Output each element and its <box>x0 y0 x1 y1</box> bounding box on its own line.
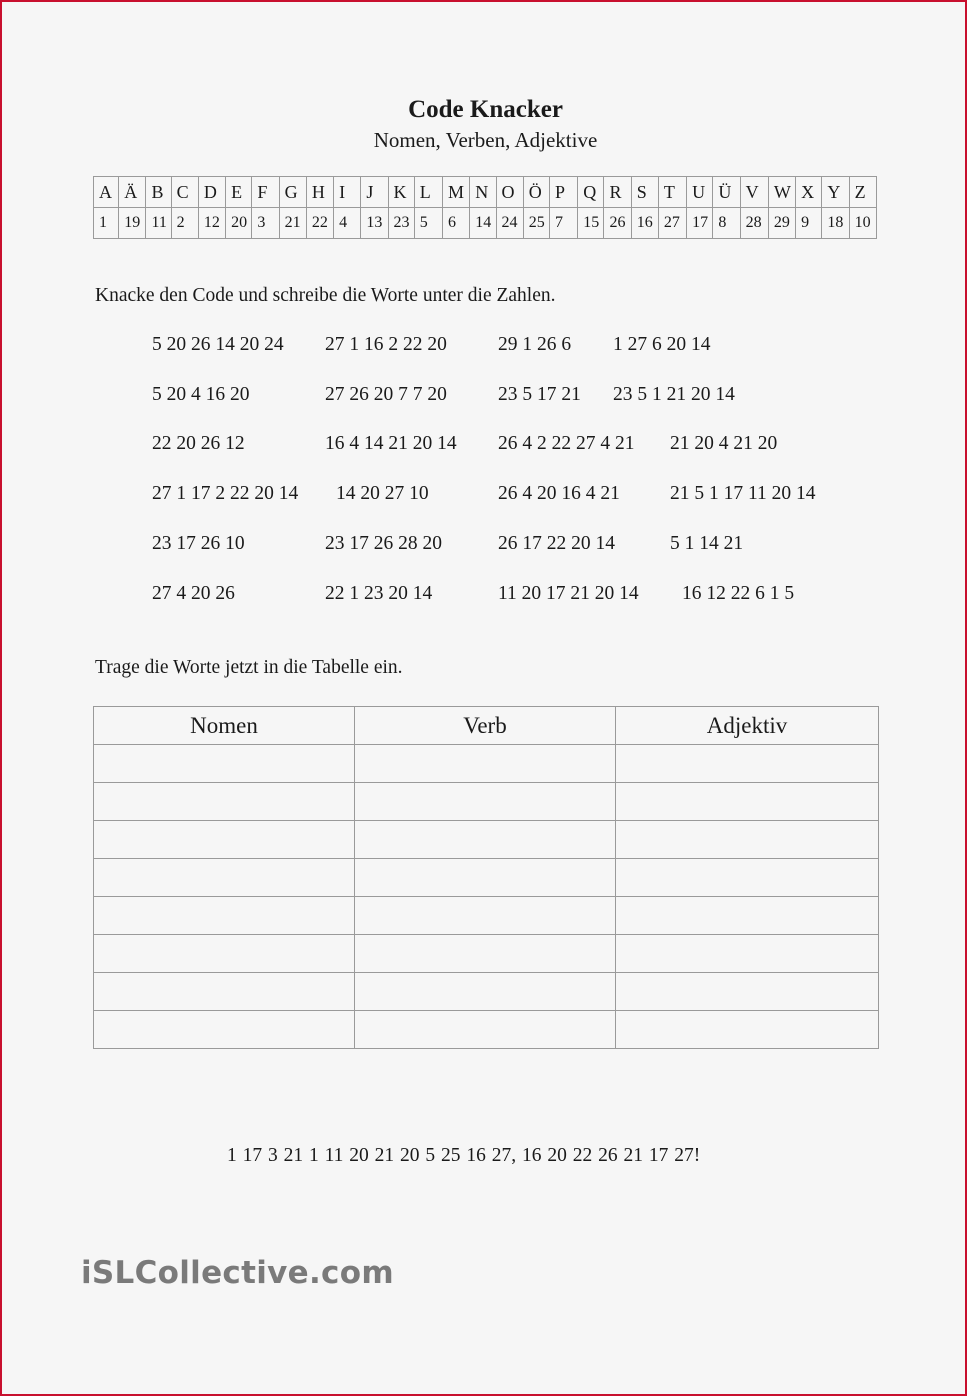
code-letter-cell: F <box>252 177 279 208</box>
code-letter-cell: I <box>334 177 361 208</box>
code-letter-cell: M <box>443 177 470 208</box>
code-number-cell: 8 <box>713 208 740 239</box>
code-word: 23 17 26 10 <box>152 532 245 554</box>
answer-cell[interactable] <box>94 897 355 935</box>
worksheet-title: Code Knacker <box>408 96 563 123</box>
code-word: 21 5 1 17 11 20 14 <box>670 483 816 505</box>
word-table-row <box>94 1011 879 1049</box>
answer-cell[interactable] <box>94 783 355 821</box>
answer-cell[interactable] <box>355 821 616 859</box>
code-word: 27 1 17 2 22 20 14 <box>152 483 299 505</box>
word-table-row <box>94 935 879 973</box>
code-word: 27 4 20 26 <box>152 582 235 604</box>
code-word: 1 27 6 20 14 <box>613 334 711 355</box>
code-word: 11 20 17 21 20 14 <box>498 582 639 604</box>
code-number-cell: 28 <box>740 208 768 239</box>
code-number-cell: 16 <box>631 208 658 239</box>
answer-cell[interactable] <box>355 935 616 973</box>
answer-cell[interactable] <box>616 821 879 859</box>
answer-cell[interactable] <box>355 745 616 783</box>
code-letter-cell: G <box>279 177 306 208</box>
word-table-row <box>94 745 879 783</box>
code-number-cell: 10 <box>849 208 876 239</box>
header-verb: Verb <box>355 707 616 745</box>
code-word: 26 4 20 16 4 21 <box>498 483 620 505</box>
code-number-cell: 21 <box>279 208 306 239</box>
answer-cell[interactable] <box>355 973 616 1011</box>
code-word: 29 1 26 6 <box>498 334 572 355</box>
code-number-cell: 12 <box>198 208 225 239</box>
code-word: 23 5 1 21 20 14 <box>613 383 735 405</box>
answer-cell[interactable] <box>355 1011 616 1049</box>
answer-cell[interactable] <box>616 1011 879 1049</box>
code-letter-cell: H <box>306 177 333 208</box>
code-number-cell: 6 <box>443 208 470 239</box>
code-word: 27 26 20 7 7 20 <box>325 383 447 405</box>
code-number-cell: 27 <box>658 208 686 239</box>
code-letter-cell: Y <box>822 177 849 208</box>
code-number-cell: 5 <box>414 208 442 239</box>
code-word: 26 17 22 20 14 <box>498 532 615 554</box>
code-number-cell: 29 <box>768 208 795 239</box>
answer-cell[interactable] <box>94 821 355 859</box>
answer-cell[interactable] <box>616 783 879 821</box>
answer-cell[interactable] <box>94 745 355 783</box>
code-number-cell: 7 <box>549 208 577 239</box>
answer-cell[interactable] <box>94 935 355 973</box>
islcollective-watermark: iSLCollective.com <box>81 1255 394 1291</box>
code-letter-cell: X <box>796 177 822 208</box>
code-number-cell: 22 <box>306 208 333 239</box>
code-letter-cell: Q <box>578 177 604 208</box>
answer-cell[interactable] <box>94 859 355 897</box>
instruction-decode: Knacke den Code und schreibe die Worte unter die Zahlen. <box>95 285 556 306</box>
code-letter-cell: S <box>631 177 658 208</box>
answer-cell[interactable] <box>355 859 616 897</box>
code-number-cell: 20 <box>226 208 252 239</box>
code-word: 16 4 14 21 20 14 <box>325 433 457 455</box>
word-sort-table <box>93 706 879 1049</box>
code-word: 5 1 14 21 <box>670 532 744 554</box>
code-letter-cell: Ü <box>713 177 740 208</box>
code-word: 21 20 4 21 20 <box>670 433 778 455</box>
word-table-row <box>94 897 879 935</box>
code-letter-cell: B <box>146 177 171 208</box>
code-number-cell: 2 <box>171 208 198 239</box>
word-table-row <box>94 783 879 821</box>
code-letter-cell: P <box>549 177 577 208</box>
code-word: 22 1 23 20 14 <box>325 582 433 604</box>
word-table-header <box>94 707 879 745</box>
code-word: 27 1 16 2 22 20 <box>325 334 447 355</box>
word-table-row <box>94 821 879 859</box>
code-word: 5 20 4 16 20 <box>152 383 250 405</box>
code-letter-cell: K <box>388 177 414 208</box>
header-adjektiv: Adjektiv <box>616 707 879 745</box>
code-number-cell: 23 <box>388 208 414 239</box>
secret-message-code: 1 17 3 21 1 11 20 21 20 5 25 16 27, 16 20 22 26 21 17 27! <box>227 1145 701 1166</box>
code-number-cell: 14 <box>470 208 496 239</box>
code-number-cell: 11 <box>146 208 171 239</box>
code-letter-cell: O <box>496 177 523 208</box>
code-letter-cell: C <box>171 177 198 208</box>
code-key-table <box>93 176 877 239</box>
code-letter-cell: R <box>604 177 631 208</box>
code-number-cell: 24 <box>496 208 523 239</box>
header-nomen: Nomen <box>94 707 355 745</box>
code-letter-cell: J <box>361 177 388 208</box>
code-letter-cell: W <box>768 177 795 208</box>
code-word: 14 20 27 10 <box>336 483 429 505</box>
answer-cell[interactable] <box>616 859 879 897</box>
answer-cell[interactable] <box>355 897 616 935</box>
code-letter-cell: L <box>414 177 442 208</box>
instruction-table: Trage die Worte jetzt in die Tabelle ein. <box>95 657 403 678</box>
code-letters-row <box>94 177 877 208</box>
code-number-cell: 25 <box>523 208 549 239</box>
code-word: 23 5 17 21 <box>498 383 581 405</box>
answer-cell[interactable] <box>94 1011 355 1049</box>
code-letter-cell: E <box>226 177 252 208</box>
word-table-row <box>94 973 879 1011</box>
code-word: 5 20 26 14 20 24 <box>152 334 284 355</box>
code-letter-cell: V <box>740 177 768 208</box>
code-word: 16 12 22 6 1 5 <box>682 582 795 604</box>
answer-cell[interactable] <box>616 897 879 935</box>
answer-cell[interactable] <box>616 745 879 783</box>
code-number-cell: 17 <box>687 208 713 239</box>
code-letter-cell: U <box>687 177 713 208</box>
code-letter-cell: Z <box>849 177 876 208</box>
code-number-cell: 3 <box>252 208 279 239</box>
code-letter-cell: Ö <box>523 177 549 208</box>
code-number-cell: 13 <box>361 208 388 239</box>
code-letter-cell: D <box>198 177 225 208</box>
code-number-cell: 4 <box>334 208 361 239</box>
answer-cell[interactable] <box>616 973 879 1011</box>
word-table-row <box>94 859 879 897</box>
answer-cell[interactable] <box>616 935 879 973</box>
code-word: 22 20 26 12 <box>152 433 245 455</box>
code-number-cell: 15 <box>578 208 604 239</box>
code-number-cell: 18 <box>822 208 849 239</box>
answer-cell[interactable] <box>355 783 616 821</box>
code-letter-cell: Ä <box>119 177 146 208</box>
code-word: 23 17 26 28 20 <box>325 532 442 554</box>
code-number-cell: 9 <box>796 208 822 239</box>
code-number-cell: 26 <box>604 208 631 239</box>
code-numbers-row <box>94 208 877 239</box>
code-number-cell: 1 <box>94 208 119 239</box>
worksheet-subtitle: Nomen, Verben, Adjektive <box>373 128 598 152</box>
code-letter-cell: N <box>470 177 496 208</box>
code-number-cell: 19 <box>119 208 146 239</box>
code-letter-cell: A <box>94 177 119 208</box>
code-puzzle-grid <box>152 334 872 614</box>
code-letter-cell: T <box>658 177 686 208</box>
answer-cell[interactable] <box>94 973 355 1011</box>
code-word: 26 4 2 22 27 4 21 <box>498 433 635 455</box>
